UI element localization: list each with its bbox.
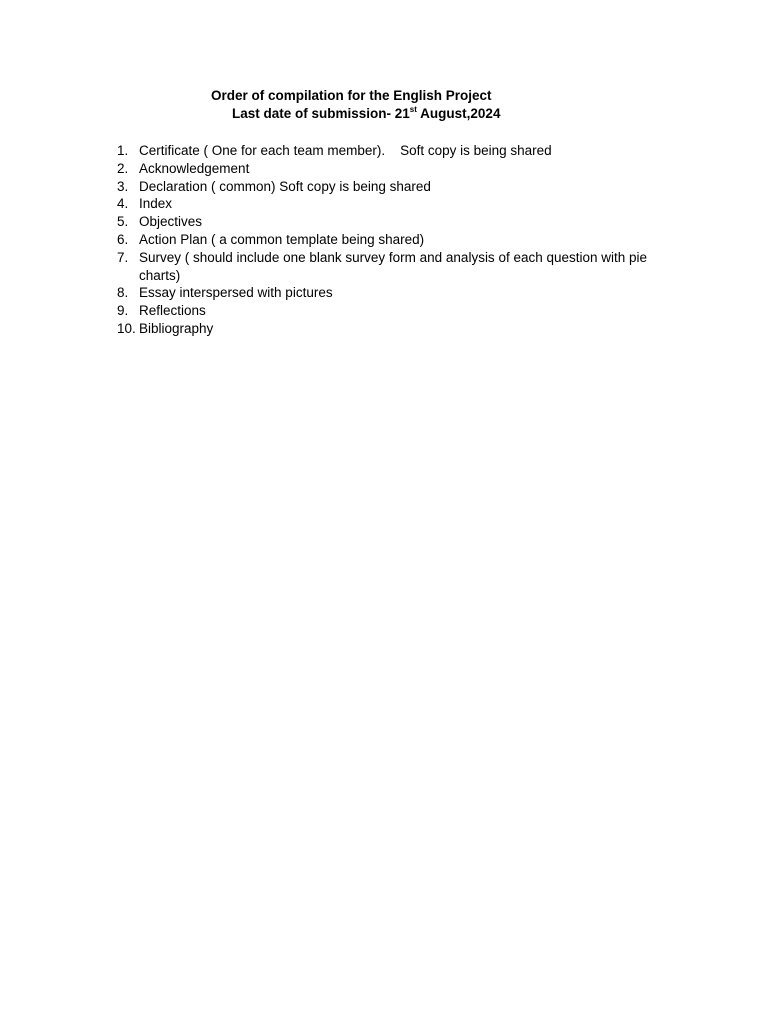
list-item-number: 8. [117,285,129,301]
list-item [110,284,690,302]
list-item [110,160,690,178]
list-item-number: 10. [117,320,136,336]
list-item-number: 4. [117,196,129,212]
list-item-number: 7. [117,249,129,265]
list-item [110,195,690,213]
compilation-order-list [110,142,690,338]
deadline-ordinal: st [409,105,417,114]
deadline-prefix: Last date of submission- 21 [232,106,410,121]
list-item-text: Acknowledgement [139,160,250,176]
list-item-text: Declaration ( common) Soft copy is being shared [139,178,431,194]
submission-deadline [232,106,500,121]
list-item [110,249,690,285]
list-item [110,213,690,231]
list-item [110,178,690,196]
list-item-number: 5. [117,214,129,230]
list-item-text: Reflections [139,303,206,319]
list-item-text: Certificate ( One for each team member). Soft copy is being shared [139,143,552,158]
list-item [110,302,690,320]
list-item-number: 3. [117,178,129,194]
list-item-text: Survey ( should include one blank survey form and analysis of each question with pie charts) [139,249,651,283]
list-item-number: 2. [117,160,129,176]
list-item-text: Action Plan ( a common template being shared) [139,231,425,247]
list-item-text: Objectives [139,214,203,230]
list-item-number: 1. [117,143,129,158]
document-title: Order of compilation for the English Project [211,88,492,103]
list-item [110,320,690,338]
list-item-text: Essay interspersed with pictures [139,285,333,301]
list-item [110,142,690,160]
deadline-suffix: August,2024 [416,106,501,121]
list-item-text: Index [139,196,173,212]
list-item [110,231,690,249]
list-item-number: 6. [117,231,129,247]
list-item-number: 9. [117,303,129,319]
list-item-text: Bibliography [139,320,214,336]
